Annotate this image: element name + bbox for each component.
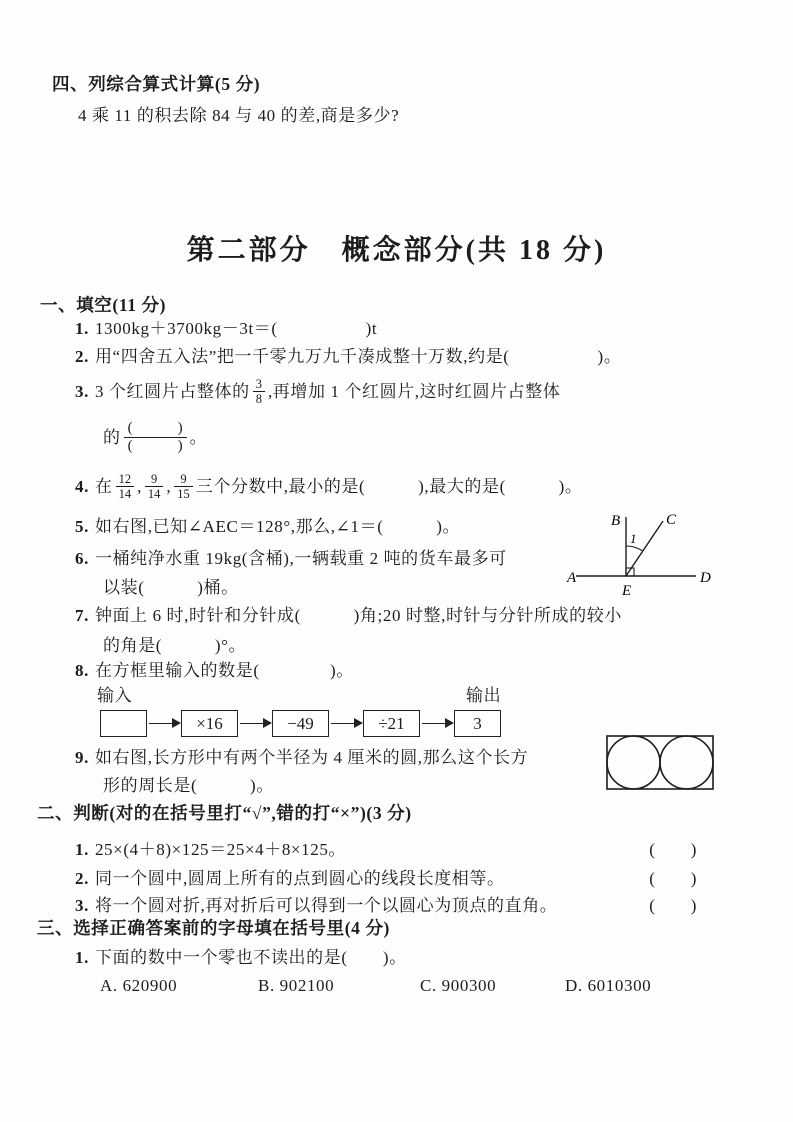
- q8-number: 8.: [75, 661, 89, 680]
- judge-3-answer-paren: ( ): [649, 896, 697, 915]
- judge-item-3: [75, 891, 697, 916]
- flow-multiply-box: ×16: [181, 710, 238, 737]
- point-label-D: D: [700, 570, 711, 586]
- point-label-B: B: [611, 513, 621, 529]
- q7-line1-text: 钟面上 6 时,时针和分针成( )角;20 时整,时针与分针所成的较小: [94, 606, 622, 625]
- q4-post: 三个分数中,最小的是( ),最大的是( )。: [195, 476, 583, 496]
- choice-option-c: C. 900300: [420, 976, 497, 995]
- choice-option-b: B. 902100: [258, 976, 335, 995]
- judge-3-statement: 将一个圆对折,再对折后可以得到一个以圆心为顶点的直角。: [94, 896, 558, 915]
- q5-text: 如右图,已知∠AEC＝128°,那么,∠1＝( )。: [94, 517, 461, 536]
- point-label-C: C: [666, 512, 677, 528]
- blank-fraction-numerator: ( ): [127, 420, 183, 436]
- blank-fraction-denominator: ( ): [124, 437, 187, 455]
- fill-q4: [75, 472, 583, 502]
- flow-arrow-icon: [422, 723, 452, 725]
- judge-2-answer-paren: ( ): [649, 869, 697, 888]
- q1-text: 1300kg＋3700kg－3t＝( )t: [94, 319, 378, 338]
- q3-number: 3.: [75, 381, 89, 401]
- fill-q9-line1: [75, 748, 528, 768]
- fraction-denominator: 8: [253, 391, 265, 406]
- q3-line2-pre: 的: [103, 427, 121, 447]
- flow-arrow-icon: [149, 723, 179, 725]
- fill-q3-line1: [75, 377, 560, 407]
- q4-pre: 在: [94, 476, 113, 496]
- judge-item-2-text: [75, 864, 505, 889]
- q1-number: 1.: [75, 319, 89, 338]
- section-calc-heading: 四、列综合算式计算(5 分): [52, 74, 261, 94]
- part2-title: 第二部分 概念部分(共 18 分): [186, 235, 607, 266]
- flow-input-label: 输入: [97, 686, 133, 705]
- fill-q2: [75, 347, 621, 367]
- judge-3-number: 3.: [75, 896, 89, 915]
- fraction-denominator: 14: [116, 486, 135, 501]
- fill-q7-line2: 的角是( )°。: [103, 636, 247, 655]
- angle-1-label: 1: [630, 531, 637, 546]
- fraction-denominator: 14: [145, 486, 164, 501]
- fraction-3-8: [253, 377, 265, 407]
- q8-text: 在方框里输入的数是( )。: [94, 661, 354, 680]
- judge-1-statement: 25×(4＋8)×125＝25×4＋8×125。: [94, 840, 347, 859]
- q9-number: 9.: [75, 748, 89, 767]
- flow-output-label: 输出: [466, 686, 502, 705]
- choice-1-text: 下面的数中一个零也不读出的是( )。: [94, 948, 407, 967]
- q6-line1-text: 一桶纯净水重 19kg(含桶),一辆载重 2 吨的货车最多可: [94, 549, 507, 568]
- q4-comma1: ,: [137, 476, 142, 496]
- flow-chart: [100, 710, 501, 737]
- choice-option-a: A. 620900: [100, 976, 178, 995]
- choice-section-heading: 三、选择正确答案前的字母填在括号里(4 分): [37, 918, 390, 938]
- flow-arrow-icon: [240, 723, 270, 725]
- flow-divide-box: ÷21: [363, 710, 420, 737]
- q2-text: 用“四舍五入法”把一千零九万九千凑成整十万数,约是( )。: [94, 347, 622, 366]
- judge-2-number: 2.: [75, 869, 89, 888]
- fraction-12-14: [116, 472, 135, 502]
- choice-q1: [75, 948, 407, 968]
- fill-q6-line1: [75, 549, 507, 569]
- q3-pre: 3 个红圆片占整体的: [94, 381, 250, 401]
- fill-q9-line2: 形的周长是( )。: [103, 776, 274, 795]
- q7-number: 7.: [75, 606, 89, 625]
- fraction-numerator: 9: [151, 472, 158, 486]
- flow-output-box: 3: [454, 710, 501, 737]
- judge-item-1-text: [75, 835, 346, 860]
- fraction-9-15: [174, 472, 193, 502]
- judge-1-number: 1.: [75, 840, 89, 859]
- point-label-A: A: [567, 570, 577, 586]
- judge-item-3-text: [75, 891, 557, 916]
- judge-section-heading: 二、判断(对的在括号里打“√”,错的打“×”)(3 分): [37, 803, 412, 823]
- q4-comma2: ,: [166, 476, 172, 496]
- flow-arrow-icon: [331, 723, 361, 725]
- judge-2-statement: 同一个圆中,圆周上所有的点到圆心的线段长度相等。: [94, 869, 505, 888]
- fill-q6-line2: 以装( )桶。: [103, 578, 239, 597]
- fill-q5: [75, 517, 460, 537]
- q4-number: 4.: [75, 476, 89, 496]
- q2-number: 2.: [75, 347, 89, 366]
- judge-1-answer-paren: ( ): [649, 840, 697, 859]
- fill-q8: [75, 661, 354, 681]
- q3-end: 。: [189, 427, 208, 447]
- angle-arc: [626, 546, 643, 551]
- calc-question: 4 乘 11 的积去除 84 与 40 的差,商是多少?: [78, 106, 400, 125]
- flow-input-box: [100, 710, 147, 737]
- q5-number: 5.: [75, 517, 89, 536]
- judge-item-1: [75, 835, 697, 860]
- q6-number: 6.: [75, 549, 89, 568]
- fill-q7-line1: [75, 606, 622, 626]
- q9-line1-text: 如右图,长方形中有两个半径为 4 厘米的圆,那么这个长方: [94, 748, 529, 767]
- fraction-numerator: 9: [180, 472, 187, 486]
- fraction-denominator: 15: [174, 486, 193, 501]
- circles-in-rectangle-figure: [605, 733, 717, 793]
- fraction-numerator: 12: [118, 472, 132, 486]
- fill-q3-line2: [103, 420, 207, 456]
- angle-figure: [566, 505, 720, 603]
- fill-section-heading: 一、填空(11 分): [40, 295, 167, 315]
- judge-item-2: [75, 864, 697, 889]
- choice-option-d: D. 6010300: [565, 976, 652, 995]
- choice-1-number: 1.: [75, 948, 89, 967]
- point-label-E: E: [622, 583, 632, 599]
- fill-q1: [75, 319, 377, 339]
- q3-mid: ,再增加 1 个红圆片,这时红圆片占整体: [267, 381, 561, 401]
- flow-subtract-box: −49: [272, 710, 329, 737]
- blank-fraction: [124, 420, 187, 456]
- fraction-9-14: [145, 472, 164, 502]
- fraction-numerator: 3: [255, 377, 262, 391]
